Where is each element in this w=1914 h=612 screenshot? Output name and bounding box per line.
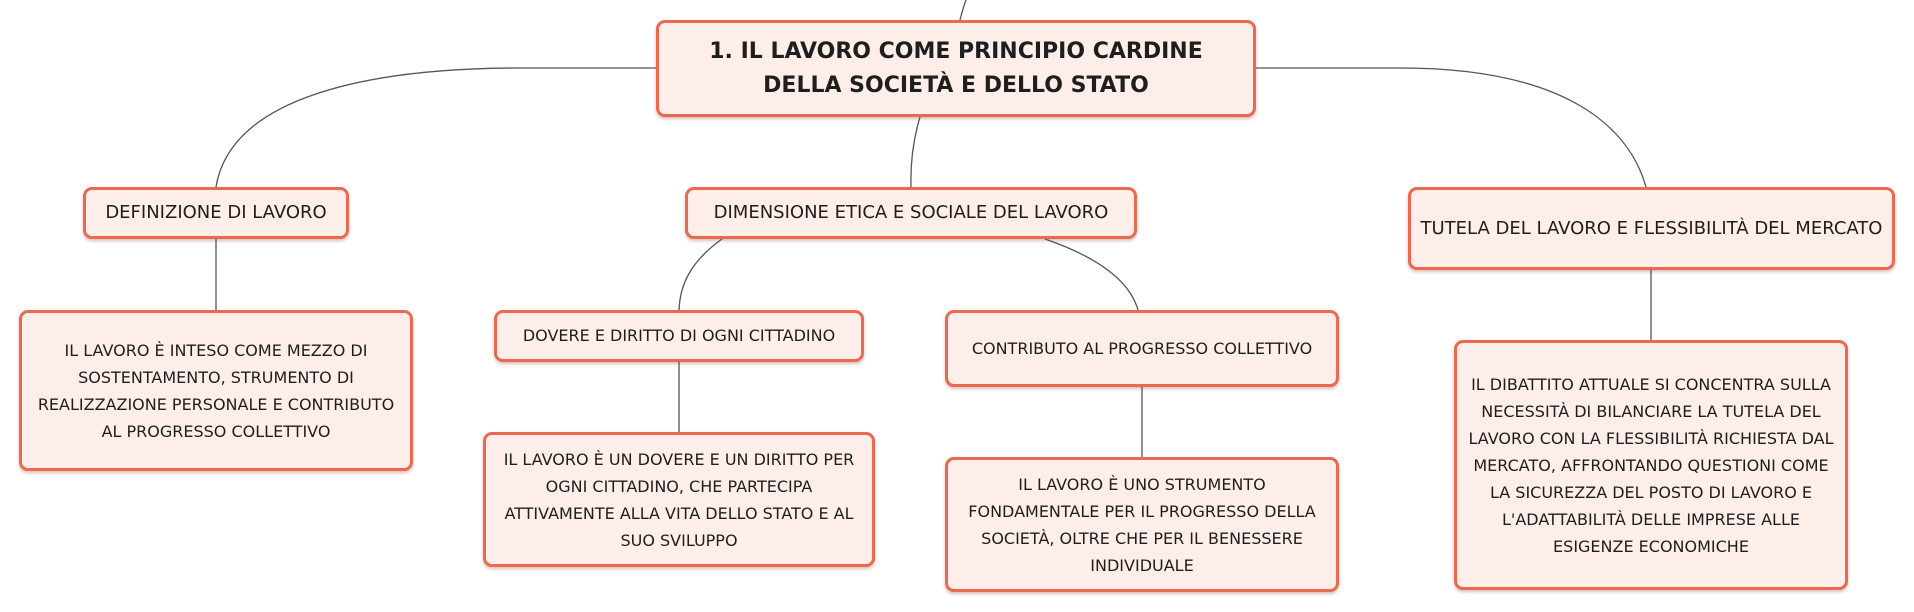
connector-dimensione-dovere xyxy=(679,239,722,310)
branch-dimensione-node[interactable] xyxy=(685,187,1137,239)
dovere-diritto-detail-text: IL LAVORO È UN DOVERE E UN DIRITTO PER OGNI CITTADINO, CHE PARTECIPA ATTIVAMENTE ALLA VITA DELLO STATO E AL SUO SVILUPPO xyxy=(503,449,855,550)
root-node-label: 1. IL LAVORO COME PRINCIPIO CARDINE DELLA SOCIETÀ E DELLO STATO xyxy=(709,38,1203,98)
contributo-progresso-node[interactable] xyxy=(945,310,1339,387)
branch-tutela-node[interactable] xyxy=(1408,187,1895,270)
contributo-progresso-label: CONTRIBUTO AL PROGRESSO COLLETTIVO xyxy=(971,338,1313,358)
branch-dimensione-label: DIMENSIONE ETICA E SOCIALE DEL LAVORO xyxy=(713,202,1109,223)
dovere-diritto-detail-node[interactable] xyxy=(483,432,875,567)
connector-root-definizione xyxy=(216,68,656,187)
connector-parent-root xyxy=(960,0,966,20)
dovere-diritto-node[interactable] xyxy=(494,310,864,362)
connector-root-tutela xyxy=(1256,68,1646,187)
branch-tutela-label: TUTELA DEL LAVORO E FLESSIBILITÀ DEL MERCATO xyxy=(1420,217,1883,239)
root-node[interactable] xyxy=(656,20,1256,117)
connector-root-dimensione xyxy=(911,117,920,187)
branch-definizione-label: DEFINIZIONE DI LAVORO xyxy=(105,202,327,223)
tutela-detail-text: IL DIBATTITO ATTUALE SI CONCENTRA SULLA NECESSITÀ DI BILANCIARE LA TUTELA DEL LAVORO CON LA FLESSIBILITÀ RICHIESTA DAL MERCATO, AFFRONTANDO QUESTIONI COME LA SICUREZZA DEL POSTO DI LAVORO E L'ADATTABILITÀ DELLE IMPRESE ALLE ESIGENZE ECONOMICHE xyxy=(1468,374,1834,556)
definizione-detail-node[interactable] xyxy=(19,310,413,471)
tutela-detail-node[interactable] xyxy=(1454,340,1848,590)
branch-definizione-node[interactable] xyxy=(83,187,349,239)
connector-dimensione-contributo xyxy=(1045,239,1138,310)
contributo-progresso-detail-text: IL LAVORO È UNO STRUMENTO FONDAMENTALE PER IL PROGRESSO DELLA SOCIETÀ, OLTRE CHE PER IL BENESSERE INDIVIDUALE xyxy=(968,474,1316,575)
definizione-detail-text: IL LAVORO È INTESO COME MEZZO DI SOSTENTAMENTO, STRUMENTO DI REALIZZAZIONE PERSONALE E CONTRIBUTO AL PROGRESSO COLLETTIVO xyxy=(37,340,395,441)
dovere-diritto-label: DOVERE E DIRITTO DI OGNI CITTADINO xyxy=(522,326,836,345)
contributo-progresso-detail-node[interactable] xyxy=(945,457,1339,592)
